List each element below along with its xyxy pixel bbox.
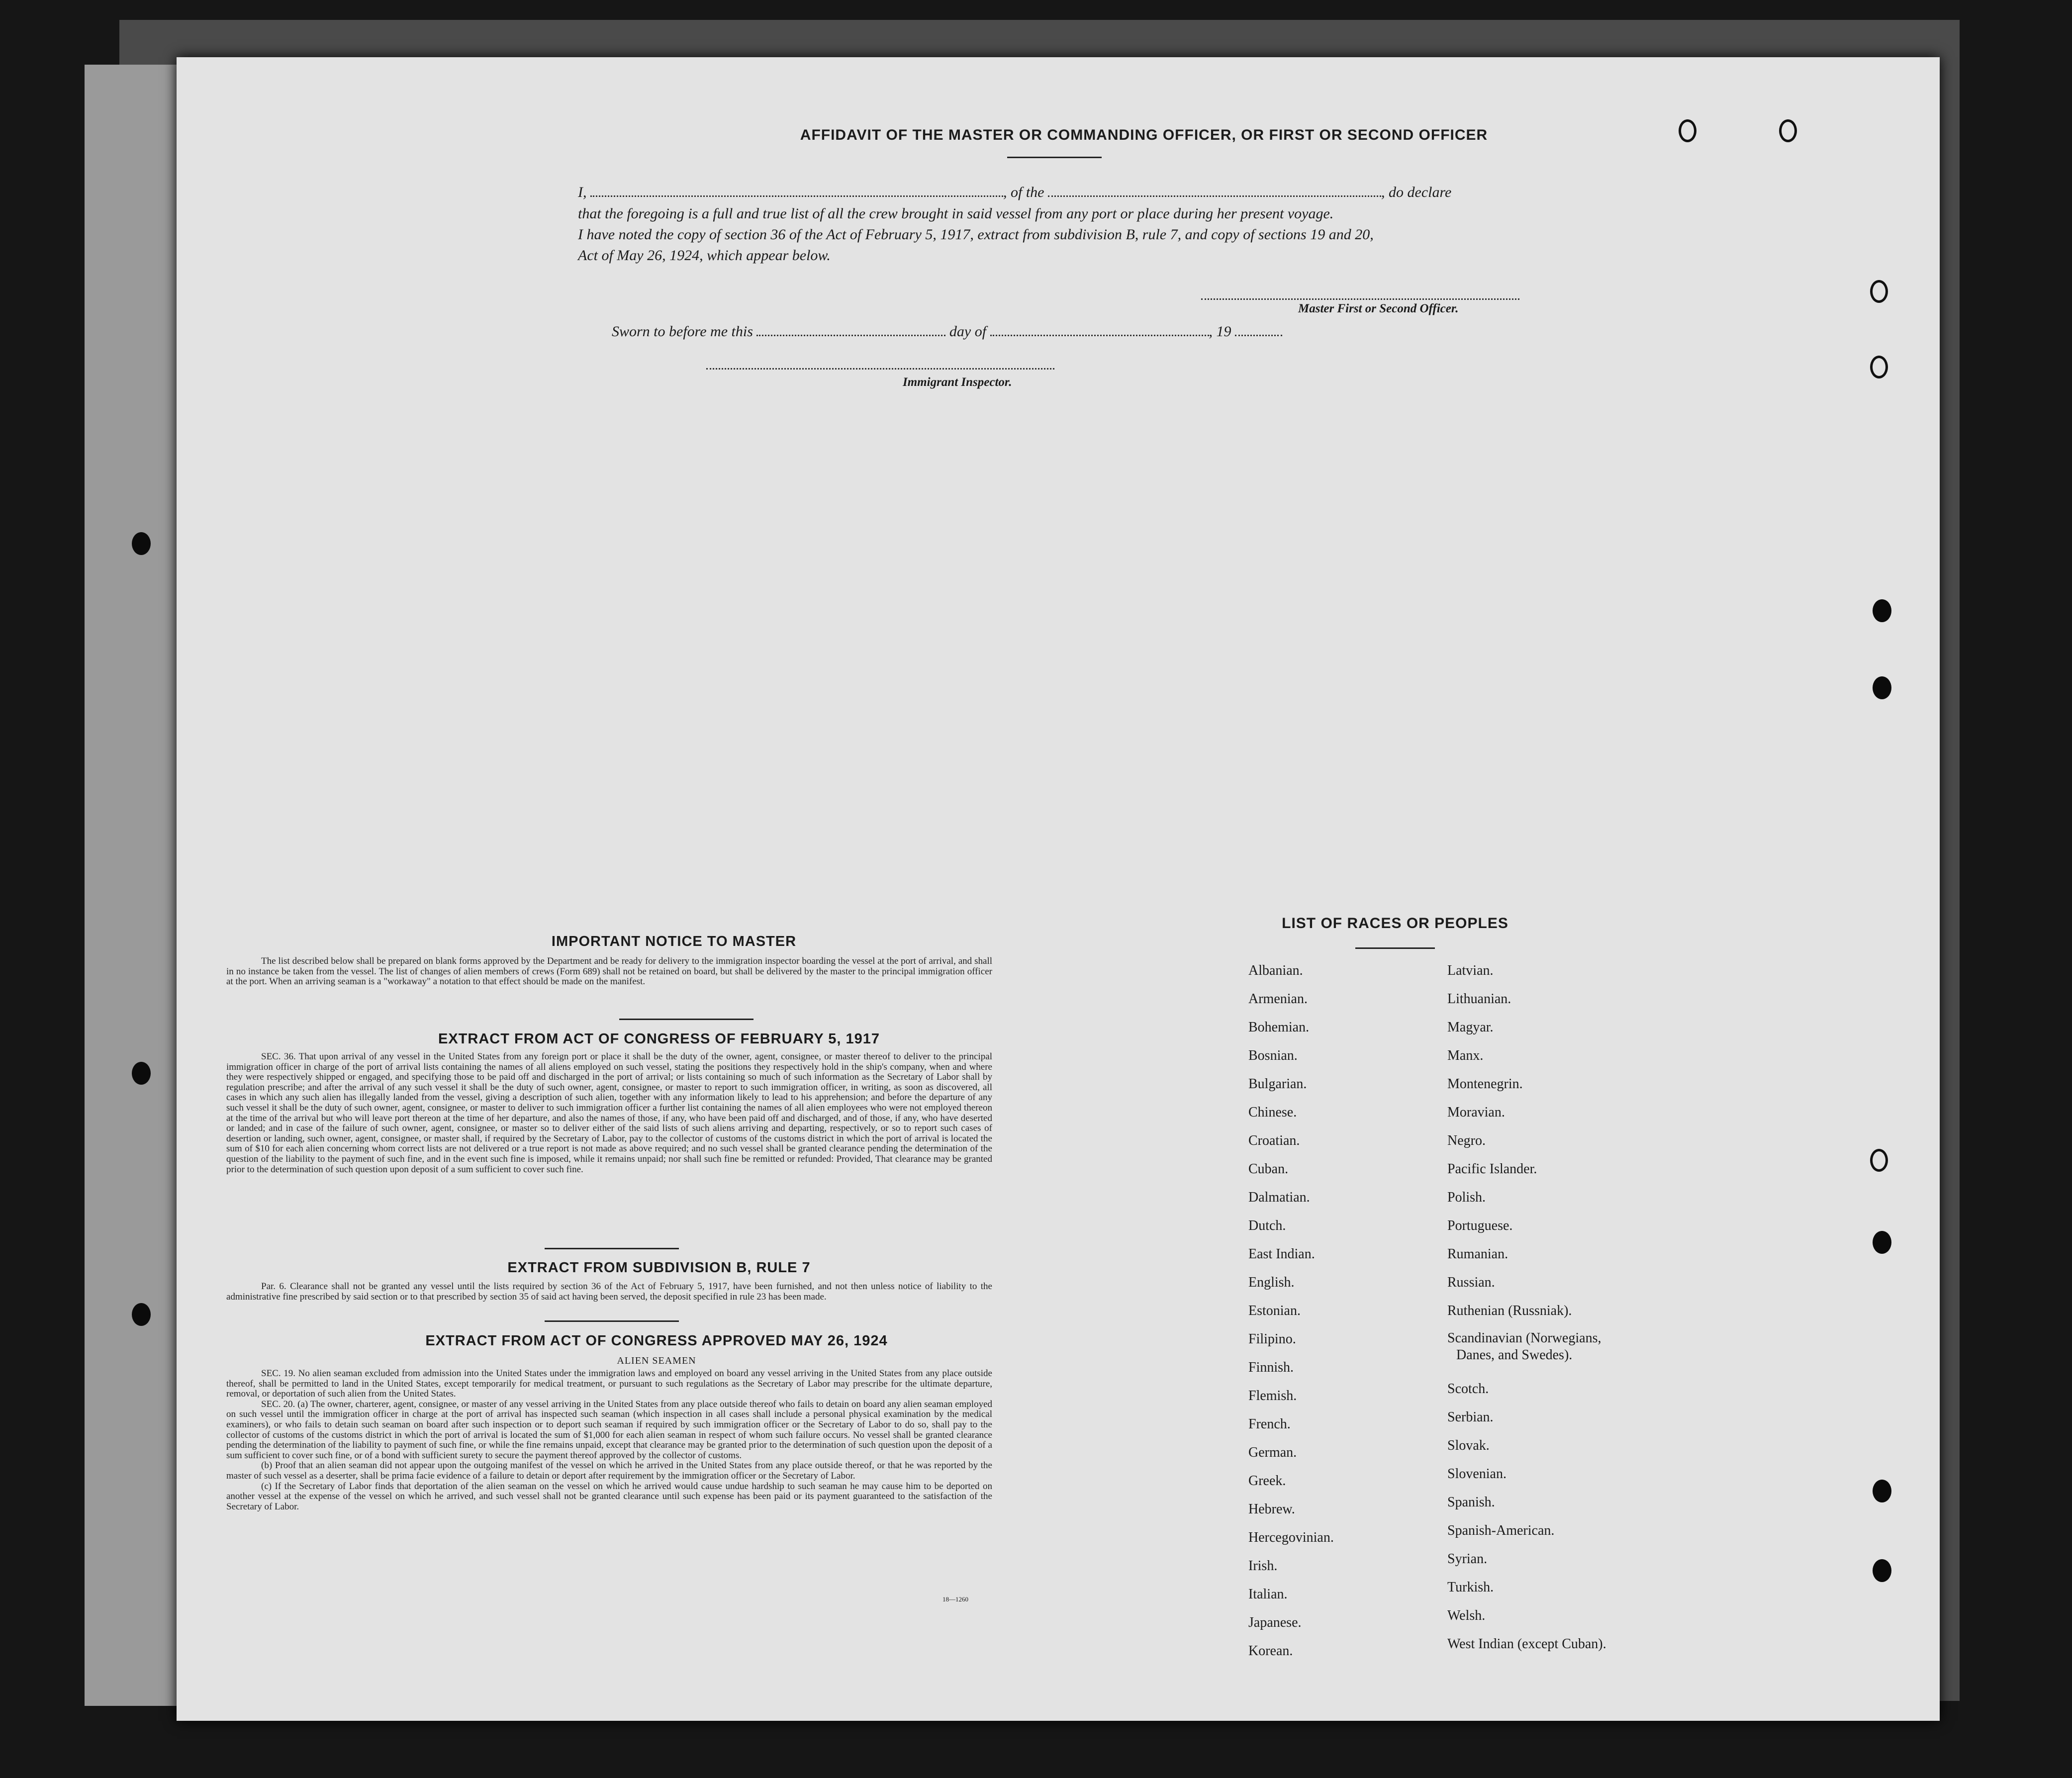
race-item: Spanish. — [1447, 1495, 1495, 1510]
affidavit-of-the-label: , of the — [1003, 184, 1044, 200]
sworn-month-field[interactable] — [990, 335, 1209, 336]
affidavit-i-label: I, — [578, 184, 587, 200]
race-item: Hebrew. — [1248, 1501, 1295, 1517]
notice-body — [226, 956, 992, 987]
race-item: Spanish-American. — [1447, 1523, 1555, 1538]
race-scandinavian-line-2: Danes, and Swedes). — [1456, 1347, 1573, 1363]
race-item: Armenian. — [1248, 991, 1308, 1007]
race-item: Moravian. — [1447, 1105, 1505, 1120]
race-item: Dalmatian. — [1248, 1190, 1310, 1205]
punch-hole — [1870, 280, 1888, 303]
binder-hole — [132, 1062, 151, 1085]
race-item: Flemish. — [1248, 1388, 1297, 1404]
race-item: East Indian. — [1248, 1246, 1315, 1262]
race-item: Bosnian. — [1248, 1048, 1298, 1063]
vessel-name-field[interactable] — [1048, 195, 1381, 197]
race-item: Pacific Islander. — [1447, 1161, 1537, 1177]
divider — [1355, 947, 1435, 949]
notice-text: The list described below shall be prepared on blank forms approved by the Department and be ready for delivery to the immigration inspector boarding the vessel at the port of arrival, and shall in no instance be taken from the vessel. The list of changes of alien members of crews (Form 689) shall not be retained on board, but shall be delivered by the master to the principal immigration officer at the port. When an arriving seaman is a "workaway" a notation to that effect should be made on the manifest. — [226, 956, 992, 987]
sec-20a-text: SEC. 20. (a) The owner, charterer, agent, consignee, or master of any vessel arriving in the United States from any place outside thereof who fails to detain on board any alien seaman employed on such vessel until the immigration officer in charge at the port of arrival has inspected such seaman (which inspection in all cases shall include a personal physical examination by the medical examiners), or who fails to detain such seaman on board after such inspection or to deport such seaman if required by such immigration officer or the Secretary of Labor to do so, shall pay to the collector of customs of the customs district in which the port of arrival is located the sum of $1,000 for each alien seaman in respect of whom such failure occurs. No vessel shall be granted clearance pending the determination of the liability to payment of such fine, or while the fine remains unpaid, except that clearance may be granted prior to the determination of such question upon the deposit of a sum sufficient to cover such fine, or of a bond with sufficient surety to secure the payment thereof approved by the collector of customs. — [226, 1399, 992, 1461]
punch-hole — [1873, 1559, 1891, 1582]
sworn-year-field[interactable] — [1235, 335, 1282, 336]
races-title: LIST OF RACES OR PEOPLES — [1282, 915, 1508, 932]
divider — [1007, 157, 1102, 158]
punch-hole — [1873, 1231, 1891, 1254]
divider — [545, 1320, 679, 1322]
punch-hole — [1679, 119, 1696, 142]
master-signature-label: Master First or Second Officer. — [1298, 302, 1459, 315]
sec-19-text: SEC. 19. No alien seaman excluded from admission into the United States under the immigration laws and employed on board any vessel arriving in the United States from any place outside thereof, shall be permitted to land in the United States, except temporarily for medical treatment, or pursuant to such regulations as the Secretary of Labor may prescribe for the ultimate departure, removal, or deportation of such alien from the United States. — [226, 1368, 992, 1400]
race-item: English. — [1248, 1275, 1295, 1290]
race-item: Italian. — [1248, 1587, 1288, 1602]
extract-1917-body — [226, 1052, 992, 1175]
race-item: Serbian. — [1447, 1409, 1494, 1425]
race-item: Bohemian. — [1248, 1020, 1310, 1035]
sworn-prefix: Sworn to before me this — [612, 323, 753, 340]
race-item: Turkish. — [1447, 1580, 1494, 1595]
document-page — [177, 57, 1940, 1721]
affidavit-line-4: Act of May 26, 1924, which appear below. — [578, 247, 831, 264]
punch-hole — [1873, 599, 1891, 622]
race-item: Bulgarian. — [1248, 1076, 1307, 1092]
race-scandinavian-line-1: Scandinavian (Norwegians, — [1447, 1330, 1601, 1346]
race-item: West Indian (except Cuban). — [1447, 1636, 1606, 1652]
race-item: Slovenian. — [1447, 1466, 1507, 1482]
punch-hole — [1779, 119, 1797, 142]
sworn-year: , 19 — [1209, 323, 1231, 340]
affidavit-line-1 — [578, 184, 1451, 201]
race-item: Manx. — [1447, 1048, 1484, 1063]
race-item: Hercegovinian. — [1248, 1530, 1334, 1545]
race-item: Croatian. — [1248, 1133, 1300, 1148]
race-item: Dutch. — [1248, 1218, 1286, 1233]
sworn-day-field[interactable] — [756, 335, 945, 336]
race-item: Estonian. — [1248, 1303, 1301, 1318]
binder-hole — [132, 532, 151, 555]
master-signature-line[interactable] — [1201, 298, 1519, 300]
sworn-line — [612, 323, 1282, 340]
race-item: Lithuanian. — [1447, 991, 1511, 1007]
race-item-scandinavian — [1447, 1325, 1706, 1375]
race-item: Filipino. — [1248, 1331, 1296, 1347]
divider — [545, 1248, 679, 1249]
divider — [619, 1019, 753, 1020]
inspector-signature-line[interactable] — [706, 368, 1054, 370]
race-item: French. — [1248, 1416, 1291, 1432]
extract-rule7-text: Par. 6. Clearance shall not be granted any vessel until the lists required by section 36 of the Act of February 5, 1917, have been furnished, and not then unless notice of liability to the administrative fine prescribed by said section or to that prescribed by section 35 of said act having been served, the deposit specified in rule 23 has been made. — [226, 1281, 992, 1302]
race-item: Japanese. — [1248, 1615, 1302, 1630]
race-item: Magyar. — [1447, 1020, 1494, 1035]
punch-hole — [1870, 1149, 1888, 1172]
race-item: Negro. — [1447, 1133, 1486, 1148]
race-item: Polish. — [1447, 1190, 1486, 1205]
race-item: Russian. — [1447, 1275, 1495, 1290]
race-item: Korean. — [1248, 1643, 1293, 1659]
race-item: Greek. — [1248, 1473, 1286, 1489]
race-item: Ruthenian (Russniak). — [1447, 1303, 1572, 1318]
punch-hole — [1873, 1480, 1891, 1502]
sec-20b-text: (b) Proof that an alien seaman did not appear upon the outgoing manifest of the vessel on which he arrived in the United States from any place outside thereof, or that he was reported by the master of such vessel as a deserter, shall be prima facie evidence of a failure to detain or deport after requirement by the immigration officer or the Secretary of Labor. — [226, 1460, 992, 1481]
races-column-2-before — [1447, 956, 1706, 1325]
extract-1924-body — [226, 1369, 992, 1512]
race-item: Slovak. — [1447, 1438, 1490, 1453]
extract-1924-subtitle: ALIEN SEAMEN — [617, 1355, 696, 1366]
notice-title: IMPORTANT NOTICE TO MASTER — [551, 934, 797, 949]
races-column-2-after — [1447, 1375, 1706, 1658]
race-item: Irish. — [1248, 1558, 1278, 1574]
sec-20c-text: (c) If the Secretary of Labor finds that deportation of the alien seaman on the vessel on which he arrived would cause undue hardship to such seaman he may cause him to be deported on another vessel at the expense of the vessel on which he arrived, and such vessel shall not be granted clearance until such expense has been paid or its payment guaranteed to the satisfaction of the Secretary of Labor. — [226, 1481, 992, 1512]
extract-rule7-body — [226, 1282, 992, 1302]
affidavit-title: AFFIDAVIT OF THE MASTER OR COMMANDING OFFICER, OR FIRST OR SECOND OFFICER — [800, 127, 1488, 143]
races-column-1 — [1248, 956, 1437, 1665]
extract-rule7-title: EXTRACT FROM SUBDIVISION B, RULE 7 — [507, 1260, 811, 1276]
master-name-field[interactable] — [590, 195, 1003, 197]
race-item: Latvian. — [1447, 963, 1494, 978]
punch-hole — [1870, 356, 1888, 378]
binder-hole — [132, 1303, 151, 1326]
race-item: Montenegrin. — [1447, 1076, 1523, 1092]
race-item: Finnish. — [1248, 1360, 1294, 1375]
form-code: 18—1260 — [942, 1595, 968, 1603]
race-item: German. — [1248, 1445, 1297, 1460]
race-item: Welsh. — [1447, 1608, 1486, 1623]
affidavit-line-2: that the foregoing is a full and true list of all the crew brought in said vessel from any port or place during her present voyage. — [578, 205, 1334, 222]
punch-hole — [1873, 676, 1891, 699]
affidavit-line-3: I have noted the copy of section 36 of the Act of February 5, 1917, extract from subdivision B, rule 7, and copy of sections 19 and 20, — [578, 226, 1374, 243]
races-column-2 — [1447, 956, 1706, 1658]
race-item: Cuban. — [1248, 1161, 1289, 1177]
extract-1924-title: EXTRACT FROM ACT OF CONGRESS APPROVED MAY 26, 1924 — [425, 1333, 888, 1349]
inspector-label: Immigrant Inspector. — [903, 375, 1012, 389]
extract-1917-title: EXTRACT FROM ACT OF CONGRESS OF FEBRUARY 5, 1917 — [438, 1031, 880, 1047]
extract-1917-text: SEC. 36. That upon arrival of any vessel in the United States from any foreign port or place it shall be the duty of the owner, agent, consignee, or master thereof to deliver to the principal immigration officer in charge of the port of arrival lists containing the names of all aliens employed on such vessel, stating the positions they respectively hold in the ship's company, when and where they were respectively shipped or engaged, and specifying those to be paid off and discharged in the port of arrival; or lists containing so much of such information as the Secretary of Labor shall by regulation prescribe; and after the arrival of any such vessel it shall be the duty of such owner, agent, consignee, or master to report to such immigration officer, in writing, as soon as discovered, all cases in which any such alien has illegally landed from the vessel, giving a description of such alien, together with any information likely to lead to his apprehension; and before the departure of any such vessel it shall be the duty of such owner, agent, consignee, or master to deliver to such immigration officer a further list containing the names of all alien employees who were not employed thereon at the time of the arrival but who will leave port thereon at the time of her departure, and also the names of those, if any, who have been paid off and discharged, and of those, if any, who have deserted or landed; and in case of the failure of such owner, agent, consignee, or master so to deliver either of the said lists of such aliens arriving and departing, respectively, or so to report such cases of desertion or landing, such owner, agent, consignee, or master shall, if required by the Secretary of Labor, pay to the collector of customs of the customs district in which the port of arrival is located the sum of $10 for each alien concerning whom correct lists are not delivered or a true report is not made as above required; and no such vessel shall be granted clearance pending the determination of the question of the liability to the payment of such fine, and in the event such fine is imposed, while it remains unpaid; nor shall such fine be remitted or refunded: Provided, That clearance may be granted prior to the determination of such question upon deposit of a sum sufficient to cover such fine. — [226, 1051, 992, 1175]
race-item: Chinese. — [1248, 1105, 1297, 1120]
race-item: Syrian. — [1447, 1551, 1488, 1567]
race-item: Scotch. — [1447, 1381, 1489, 1397]
race-item: Portuguese. — [1447, 1218, 1513, 1233]
affidavit-declare-label: , do declare — [1381, 184, 1452, 200]
race-item: Rumanian. — [1447, 1246, 1508, 1262]
race-item: Albanian. — [1248, 963, 1303, 978]
sworn-day-of: day of — [949, 323, 987, 340]
